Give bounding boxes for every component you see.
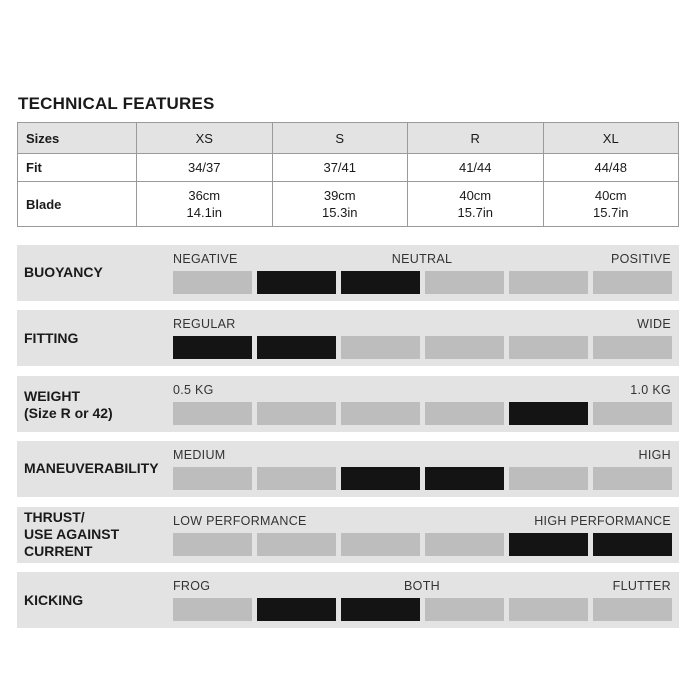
scale-left-label: LOW PERFORMANCE <box>173 514 307 528</box>
rating-segment-empty <box>173 533 252 556</box>
rating-segment-filled <box>425 467 504 490</box>
rating-scale <box>173 579 671 595</box>
scale-right-label: 1.0 KG <box>630 383 671 397</box>
blade-row <box>18 182 679 227</box>
rating-panel <box>17 572 679 628</box>
rating-segment-empty <box>173 402 252 425</box>
rating-segment-empty <box>509 467 588 490</box>
rating-segment-empty <box>341 402 420 425</box>
rating-segment-empty <box>593 271 672 294</box>
fit-s: 37/41 <box>272 154 408 182</box>
size-xl: XL <box>543 123 679 154</box>
scale-right-label: FLUTTER <box>612 579 671 593</box>
rating-segment-empty <box>593 402 672 425</box>
rating-segment-empty <box>341 336 420 359</box>
size-s: S <box>272 123 408 154</box>
rating-segment-filled <box>257 336 336 359</box>
rating-segment-filled <box>257 271 336 294</box>
rating-segment-empty <box>173 271 252 294</box>
rating-label: FITTING <box>24 330 79 346</box>
blade-cm: 36cm <box>188 188 221 203</box>
rating-segment-empty <box>341 533 420 556</box>
rating-scale <box>173 448 671 464</box>
rating-panel <box>17 376 679 432</box>
scale-mid-label: BOTH <box>404 579 440 593</box>
blade-cm: 39cm <box>323 188 356 203</box>
blade-cm: 40cm <box>594 188 627 203</box>
scale-right-label: WIDE <box>637 317 671 331</box>
rating-segment-empty <box>509 598 588 621</box>
rating-segment-empty <box>173 467 252 490</box>
rating-bar <box>173 533 672 556</box>
scale-left-label: FROG <box>173 579 211 593</box>
rating-segment-filled <box>509 533 588 556</box>
rating-segment-empty <box>425 336 504 359</box>
rating-bar <box>173 402 672 425</box>
rating-scale <box>173 514 671 530</box>
blade-r <box>408 182 544 227</box>
blade-cm: 40cm <box>459 188 492 203</box>
rating-segment-empty <box>593 336 672 359</box>
scale-mid-label: NEUTRAL <box>391 252 453 266</box>
blade-xl <box>543 182 679 227</box>
fit-xl: 44/48 <box>543 154 679 182</box>
rating-bar <box>173 271 672 294</box>
scale-left-label: REGULAR <box>173 317 236 331</box>
blade-in: 14.1in <box>186 205 222 220</box>
rating-panel <box>17 441 679 497</box>
rating-segment-empty <box>509 271 588 294</box>
rating-segment-empty <box>425 402 504 425</box>
scale-right-label: HIGH PERFORMANCE <box>534 514 671 528</box>
rating-segment-empty <box>509 336 588 359</box>
rating-bar <box>173 336 672 359</box>
size-r: R <box>408 123 544 154</box>
blade-in: 15.7in <box>457 205 493 220</box>
rating-scale <box>173 317 671 333</box>
rating-label: MANEUVERABILITY <box>24 460 159 476</box>
rating-segment-filled <box>593 533 672 556</box>
rating-segment-filled <box>341 271 420 294</box>
fit-xs: 34/37 <box>137 154 273 182</box>
fit-r: 41/44 <box>408 154 544 182</box>
rating-segment-empty <box>425 598 504 621</box>
blade-xs <box>137 182 273 227</box>
rating-segment-empty <box>173 598 252 621</box>
rating-scale <box>173 383 671 399</box>
rating-label: KICKING <box>24 592 84 608</box>
sizes-row <box>18 123 679 154</box>
rating-segment-empty <box>257 467 336 490</box>
rating-label: BUOYANCY <box>24 264 103 280</box>
rating-segment-filled <box>173 336 252 359</box>
rating-panel <box>17 245 679 301</box>
sizes-label: Sizes <box>18 123 137 154</box>
rating-panel <box>17 310 679 366</box>
blade-label: Blade <box>18 182 137 227</box>
section-title: TECHNICAL FEATURES <box>18 94 215 113</box>
rating-scale <box>173 252 671 268</box>
scale-left-label: 0.5 KG <box>173 383 214 397</box>
scale-left-label: NEGATIVE <box>173 252 238 266</box>
fit-row <box>18 154 679 182</box>
size-xs: XS <box>137 123 273 154</box>
rating-segment-filled <box>257 598 336 621</box>
technical-features-table <box>17 122 679 227</box>
rating-segment-empty <box>593 598 672 621</box>
rating-panel <box>17 507 679 563</box>
rating-segment-empty <box>257 402 336 425</box>
scale-right-label: HIGH <box>638 448 671 462</box>
rating-segment-empty <box>593 467 672 490</box>
blade-in: 15.3in <box>322 205 358 220</box>
rating-segment-filled <box>341 598 420 621</box>
rating-segment-empty <box>257 533 336 556</box>
blade-s <box>272 182 408 227</box>
fit-label: Fit <box>18 154 137 182</box>
rating-segment-empty <box>425 533 504 556</box>
blade-in: 15.7in <box>593 205 629 220</box>
rating-segment-filled <box>341 467 420 490</box>
rating-segment-filled <box>509 402 588 425</box>
rating-label: THRUST/ USE AGAINST CURRENT <box>24 509 120 559</box>
rating-segment-empty <box>425 271 504 294</box>
scale-right-label: POSITIVE <box>610 252 671 266</box>
rating-bar <box>173 598 672 621</box>
scale-left-label: MEDIUM <box>173 448 226 462</box>
rating-label: WEIGHT (Size R or 42) <box>24 388 113 421</box>
rating-bar <box>173 467 672 490</box>
